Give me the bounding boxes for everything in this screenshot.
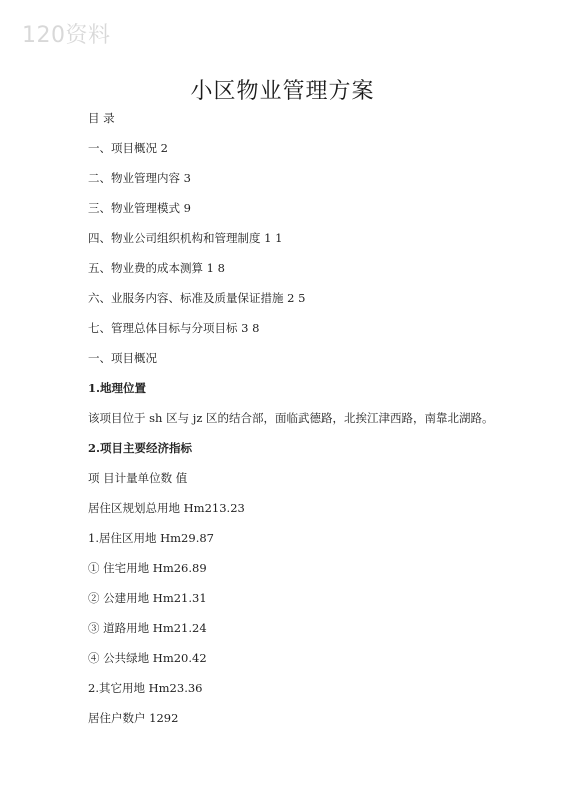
toc-item: 六、业服务内容、标准及质量保证措施 2 5 <box>88 291 306 305</box>
indicator-line: ① 住宅用地 Hm26.89 <box>88 561 207 575</box>
section-heading: 一、项目概况 <box>88 351 157 365</box>
table-header-line: 项 目计量单位数 值 <box>88 471 188 485</box>
toc-item: 三、物业管理模式 9 <box>88 201 191 215</box>
subsection-heading: 2.项目主要经济指标 <box>88 441 193 455</box>
toc-item: 一、项目概况 2 <box>88 141 168 155</box>
indicator-line: ④ 公共绿地 Hm20.42 <box>88 651 207 665</box>
toc-item: 四、物业公司组织机构和管理制度 1 1 <box>88 231 283 245</box>
document-title: 小区物业管理方案 <box>190 79 375 104</box>
toc-item: 五、物业费的成本测算 1 8 <box>88 261 225 275</box>
indicator-line: 居住区规划总用地 Hm213.23 <box>88 501 245 515</box>
paragraph: 该项目位于 sh 区与 jz 区的结合部，面临武德路，北挨江津西路，南靠北湖路。 <box>88 411 494 425</box>
watermark: 120资料 <box>22 23 111 48</box>
indicator-line: ② 公建用地 Hm21.31 <box>88 591 207 605</box>
toc-item: 七、管理总体目标与分项目标 3 8 <box>88 321 260 335</box>
indicator-line: ③ 道路用地 Hm21.24 <box>88 621 207 635</box>
indicator-line: 2.其它用地 Hm23.36 <box>88 681 203 695</box>
toc-heading: 目 录 <box>88 111 115 125</box>
indicator-line: 1.居住区用地 Hm29.87 <box>88 531 214 545</box>
indicator-line: 居住户数户 1292 <box>88 711 179 725</box>
toc-item: 二、物业管理内容 3 <box>88 171 191 185</box>
subsection-heading: 1.地理位置 <box>88 381 147 395</box>
document-body <box>88 103 545 733</box>
